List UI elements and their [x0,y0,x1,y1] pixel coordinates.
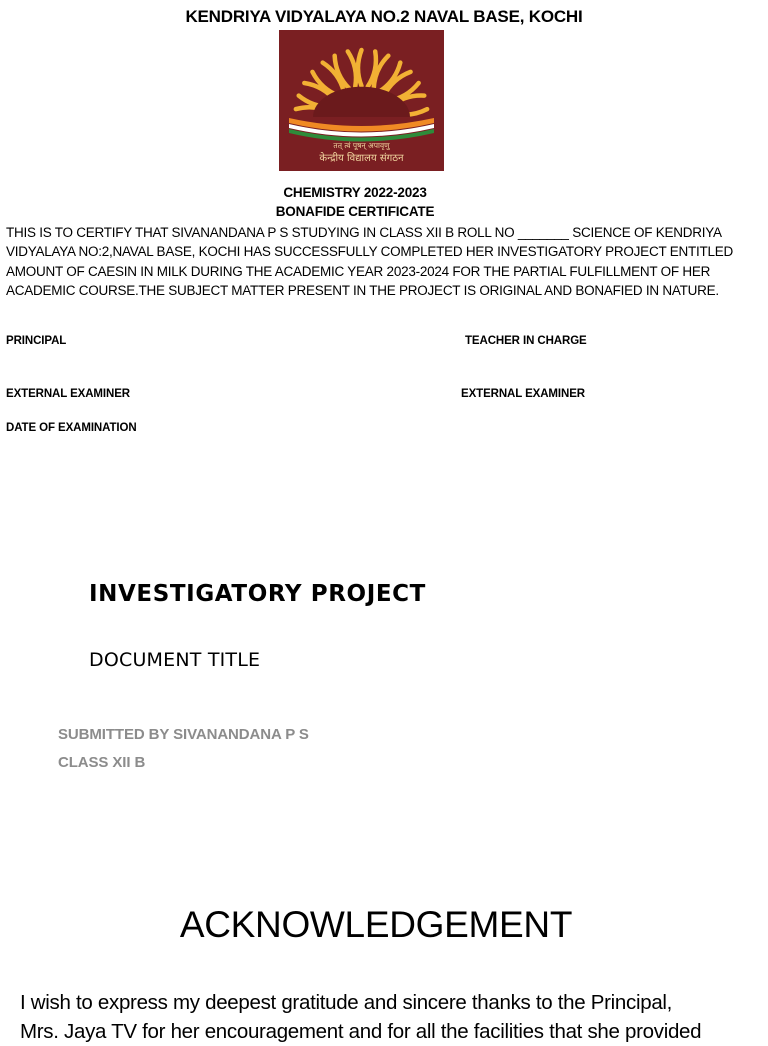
date-of-examination-row [6,419,306,434]
project-title: INVESTIGATORY PROJECT [89,581,426,607]
principal-label: PRINCIPAL [6,335,67,347]
emblem-sun-ray [358,50,362,86]
certificate-line: VIDYALAYA NO:2,NAVAL BASE, KOCHI HAS SUCCESSFULLY COMPLETED HER INVESTIGATORY PROJECT ENTITLED [6,244,733,260]
acknowledgement-heading: ACKNOWLEDGEMENT [179,904,573,945]
emblem-sun-ray [348,51,356,86]
class-label: CLASS XII B [58,754,146,771]
certificate-heading: BONAFIDE CERTIFICATE [275,204,435,219]
logo-org-name: केन्द्रीय विद्यालय संगठन [319,153,404,164]
acknowledgement-line: Mrs. Jaya TV for her encouragement and for all the facilities that she provided [20,1020,702,1043]
document-title: DOCUMENT TITLE [89,649,261,671]
certificate-body [6,223,746,301]
external-examiner-left-label: EXTERNAL EXAMINER [6,388,130,400]
logo-motto: तत् त्वं पूषन् अपावृणु [333,141,390,150]
acknowledgement-line: I wish to express my deepest gratitude and sincere thanks to the Principal, [20,991,673,1014]
external-examiner-right-label: EXTERNAL EXAMINER [461,388,585,400]
school-name: KENDRIYA VIDYALAYA NO.2 NAVAL BASE, KOCHI [185,7,583,26]
certificate-line: AMOUNT OF CAESIN IN MILK DURING THE ACADEMIC YEAR 2023-2024 FOR THE PARTIAL FULFILLMENT OF HER [6,263,711,279]
submitted-by: SUBMITTED BY SIVANANDANA P S [58,726,309,743]
kvs-logo [279,30,444,171]
subject-year: CHEMISTRY 2022-2023 [283,185,427,200]
acknowledgement-body [20,988,768,1046]
certificate-line: THIS IS TO CERTIFY THAT SIVANANDANA P S STUDYING IN CLASS XII B ROLL NO _______ SCIENCE OF KENDRIYA [6,225,722,240]
date-of-examination-label: DATE OF EXAMINATION [6,422,137,434]
teacher-in-charge-label: TEACHER IN CHARGE [465,335,587,347]
certificate-line: ACADEMIC COURSE.THE SUBJECT MATTER PRESENT IN THE PROJECT IS ORIGINAL AND BONAFIED IN NATURE. [6,283,719,299]
